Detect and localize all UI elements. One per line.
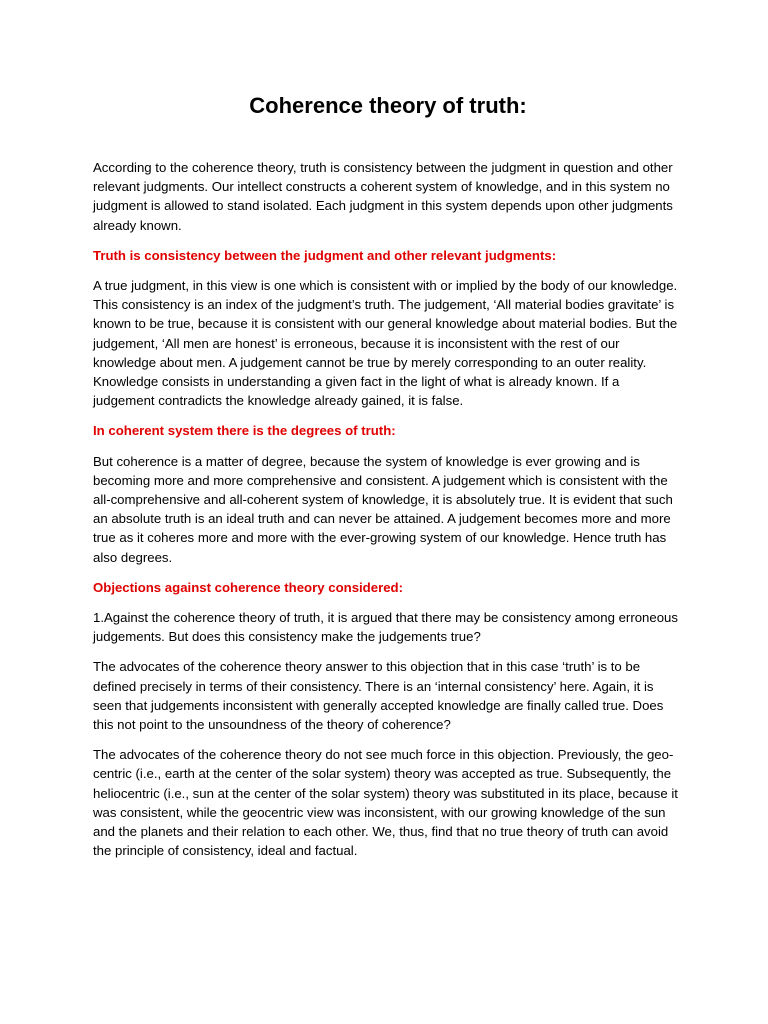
section-paragraph-degrees: But coherence is a matter of degree, because the system of knowledge is ever growing and is becoming more and more comprehensive and consistent. A judgement which is consistent with the all-comprehensive and all-coherent system of knowledge, it is absolutely true. It is evident that such an absolute truth is an ideal truth and can never be attained. A judgement becomes more and more true as it coheres more and more with the ever-growing system of our knowledge. Hence truth has also degrees. [93,453,673,565]
section-heading-objections: Objections against coherence theory considered: [93,579,403,595]
section-heading-degrees: In coherent system there is the degrees of truth: [93,423,396,439]
document-title: Coherence theory of truth: [249,93,527,118]
section-heading-consistency: Truth is consistency between the judgment and other relevant judgments: [93,247,557,263]
objection-paragraph-1: 1.Against the coherence theory of truth, it is argued that there may be consistency among erroneous judgements. But does this consistency make the judgements true? [93,610,678,645]
intro-paragraph: According to the coherence theory, truth is consistency between the judgment in question and other relevant judgments. Our intellect constructs a coherent system of knowledge, and in this system no judgment is allowed to stand isolated. Each judgment in this system depends upon other judgments already known. [93,160,673,233]
section-paragraph-consistency: A true judgment, in this view is one which is consistent with or implied by the body of our knowledge. This consistency is an index of the judgment’s truth. The judgement, ‘All material bodies gravitate’ is known to be true, because it is consistent with our general knowledge about material bodies. But the judgement, ‘All men are honest’ is erroneous, because it is inconsistent with the rest of our knowledge about men. A judgement cannot be true by merely corresponding to an outer reality. Knowledge consists in understanding a given fact in the light of what is already known. If a judgement contradicts the knowledge already gained, it is false. [93,278,678,409]
objection-paragraph-3: The advocates of the coherence theory do not see much force in this objection. Previously, the geo-centric (i.e., earth at the center of the solar system) theory was accepted as true. Subsequently, the heliocentric (i.e., sun at the center of the solar system) theory was substituted in its place, because it was consistent, while the geocentric view was inconsistent, with our growing knowledge of the sun and the planets and their relation to each other. We, thus, find that no true theory of truth can avoid the principle of consistency, ideal and factual. [93,747,678,859]
document-page [93,0,683,872]
document-body [93,158,683,861]
objection-paragraph-2: The advocates of the coherence theory answer to this objection that in this case ‘truth’ is to be defined precisely in terms of their consistency. There is an ‘internal consistency’ here. Again, it is seen that judgements inconsistent with generally accepted knowledge are finally called true. Does this not point to the unsoundness of the theory of coherence? [93,659,664,733]
